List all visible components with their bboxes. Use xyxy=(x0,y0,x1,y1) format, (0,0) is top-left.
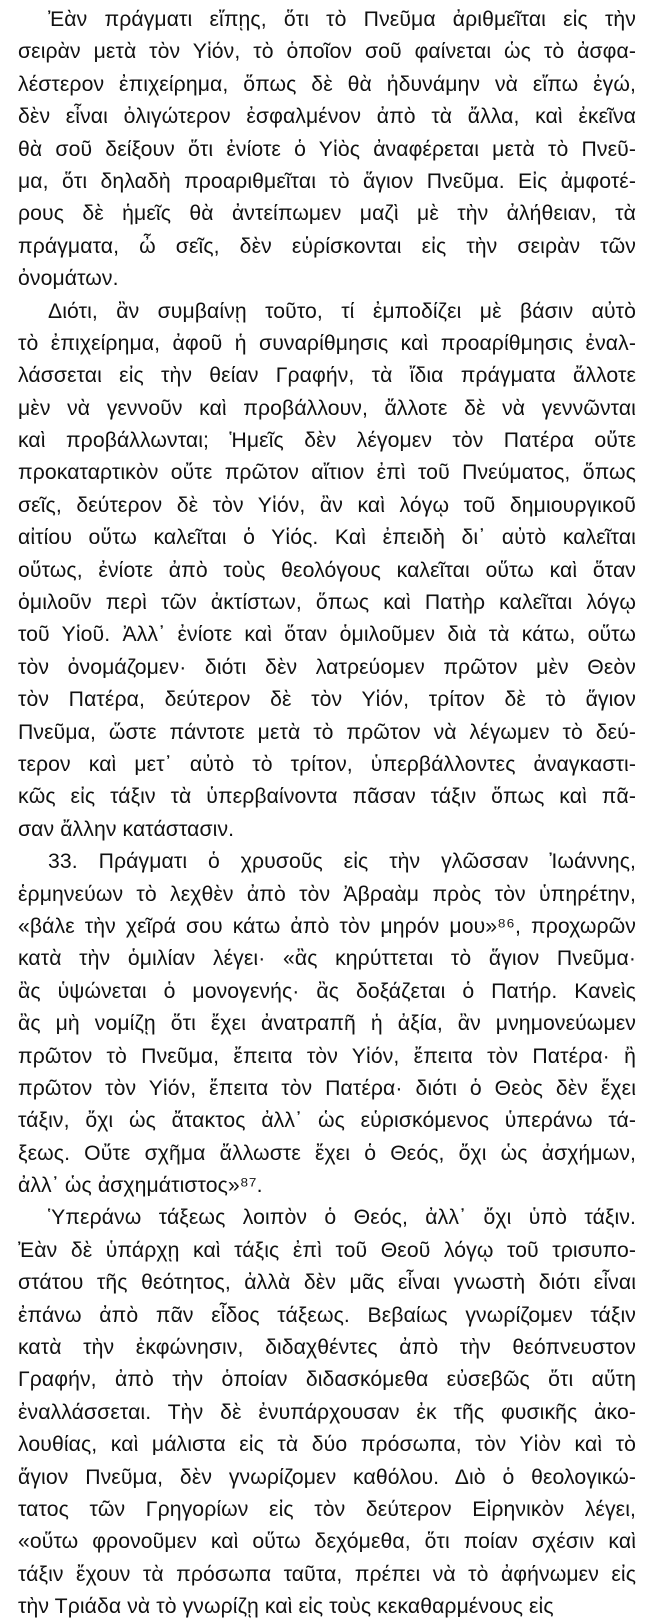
text-line: τὴν Τριάδα νὰ τὸ γνωρίζῃ καὶ εἰς τοὺς κεκαθαρμένους εἰς xyxy=(18,1595,554,1619)
text-line: δὲν εἶναι ὀλιγώτερον ἐσφαλμένον ἀπὸ τὰ ἄλλα, καὶ ἐκεῖνα xyxy=(18,105,636,129)
text-line: τάξιν ἔχουν τὰ πρόσωπα ταῦτα, πρέπει νὰ τὸ ἀφήνωμεν εἰς xyxy=(18,1562,636,1586)
paragraph xyxy=(18,296,636,847)
text-line: στάτου τῆς θεότητος, ἀλλὰ δὲν μᾶς εἶναι γνωστὴ διότι εἶναι xyxy=(18,1271,636,1295)
text-line: κατὰ τὴν ἐκφώνησιν, διδαχθέντες ἀπὸ τὴν θεόπνευστον xyxy=(18,1336,636,1360)
text-line: θὰ σοῦ δείξουν ὅτι ἐνίοτε ὁ Υἱὸς ἀναφέρεται μετὰ τὸ Πνεῦ- xyxy=(18,137,636,161)
text-line: τερον καὶ μετ᾽ αὐτὸ τὸ τρίτον, ὑπερβάλλοντες ἀναγκαστι- xyxy=(18,752,636,776)
text-line: τὸ ἐπιχείρημα, ἀφοῦ ἡ συναρίθμησις καὶ προαρίθμησις ἐναλ- xyxy=(18,331,636,355)
text-line: τὸν ὀνομάζομεν· διότι δὲν λατρεύομεν πρῶτον μὲν Θεὸν xyxy=(18,655,636,679)
paragraph xyxy=(18,4,636,296)
text-line: πρῶτον τὸ Πνεῦμα, ἔπειτα τὸν Υἱόν, ἔπειτα τὸν Πατέρα· ἢ xyxy=(18,1044,636,1068)
paragraph xyxy=(18,846,636,1202)
text-line: «βάλε τὴν χεῖρά σου κάτω ἀπὸ τὸν μηρόν μου»⁸⁶, προχωρῶν xyxy=(18,914,636,938)
text-line: ἑρμηνεύων τὸ λεχθὲν ἀπὸ τὸν Ἀβραὰμ πρὸς τὸν ὑπηρέτην, xyxy=(18,882,636,906)
text-line: Διότι, ἂν συμβαίνῃ τοῦτο, τί ἐμποδίζει μὲ βάσιν αὐτὸ xyxy=(48,299,636,323)
text-line: 33. Πράγματι ὁ χρυσοῦς εἰς τὴν γλῶσσαν Ἰωάννης, xyxy=(48,850,636,874)
text-line: τοῦ Υἱοῦ. Ἀλλ᾽ ἐνίοτε καὶ ὅταν ὁμιλοῦμεν διὰ τὰ κάτω, οὕτω xyxy=(18,623,636,647)
text-line: σειρὰν μετὰ τὸν Υἱόν, τὸ ὁποῖον σοῦ φαίνεται ὡς τὸ ἀσφα- xyxy=(18,40,636,64)
text-line: ὀνομάτων. xyxy=(18,267,119,291)
paragraph xyxy=(18,1202,636,1623)
text-line: Γραφήν, ἀπὸ τὴν ὁποίαν διδασκόμεθα εὐσεβῶς ὅτι αὕτη xyxy=(18,1368,636,1392)
text-line: Πνεῦμα, ὥστε πάντοτε μετὰ τὸ πρῶτον νὰ λέγωμεν τὸ δεύ- xyxy=(18,720,636,744)
text-line: ἅγιον Πνεῦμα, δὲν γνωρίζομεν καθόλου. Διὸ ὁ θεολογικώ- xyxy=(18,1465,636,1489)
text-line: μὲν νὰ γεννοῦν καὶ προβάλλουν, ἄλλοτε δὲ νὰ γεννῶνται xyxy=(18,396,636,420)
text-line: τατος τῶν Γρηγορίων εἰς τὸν δεύτερον Εἰρηνικὸν λέγει, xyxy=(18,1497,636,1521)
text-line: μα, ὅτι δηλαδὴ προαριθμεῖται τὸ ἅγιον Πνεῦμα. Εἰς ἀμφοτέ- xyxy=(18,169,636,193)
text-line: ἐναλλάσσεται. Τὴν δὲ ἐνυπάρχουσαν ἐκ τῆς φυσικῆς ἀκο- xyxy=(18,1400,636,1424)
text-line: ἂς μὴ νομίζῃ ὅτι ἔχει ἀνατραπῆ ἡ ἀξία, ἂν μνημονεύωμεν xyxy=(18,1012,636,1036)
text-line: ὁμιλοῦν περὶ τῶν ἀκτίστων, ὅπως καὶ Πατὴρ καλεῖται λόγῳ xyxy=(18,591,636,615)
text-line: τάξιν, ὄχι ὡς ἄτακτος ἀλλ᾽ ὡς εὑρισκόμενος ὑπεράνω τά- xyxy=(18,1109,636,1133)
text-line: τὸν Πατέρα, δεύτερον δὲ τὸν Υἱόν, τρίτον δὲ τὸ ἅγιον xyxy=(18,688,636,712)
text-line: λέστερον ἐπιχείρημα, ὅπως δὲ θὰ ἠδυνάμην νὰ εἴπω ἐγώ, xyxy=(18,72,636,96)
text-line: Ἐὰν δὲ ὑπάρχῃ καὶ τάξις ἐπὶ τοῦ Θεοῦ λόγῳ τοῦ τρισυπο- xyxy=(18,1238,636,1262)
text-line: αἰτίου οὕτω καλεῖται ὁ Υἱός. Καὶ ἐπειδὴ δι᾽ αὐτὸ καλεῖται xyxy=(18,526,636,550)
text-line: πράγματα, ὦ σεῖς, δὲν εὑρίσκονται εἰς τὴν σειρὰν τῶν xyxy=(18,234,636,258)
text-line: «οὕτω φρονοῦμεν καὶ οὕτω δεχόμεθα, ὅτι ποίαν σχέσιν καὶ xyxy=(18,1530,636,1554)
text-line: Ἐὰν πράγματι εἴπῃς, ὅτι τὸ Πνεῦμα ἀριθμεῖται εἰς τὴν xyxy=(48,8,636,31)
document-body-text xyxy=(18,4,636,1624)
text-line: ξεως. Οὔτε σχῆμα ἄλλωστε ἔχει ὁ Θεός, ὄχι ὡς ἀσχήμων, xyxy=(18,1141,636,1165)
text-line: καὶ προβάλλωνται; Ἡμεῖς δὲν λέγομεν τὸν Πατέρα οὔτε xyxy=(18,429,636,453)
text-line: Ὑπεράνω τάξεως λοιπὸν ὁ Θεός, ἀλλ᾽ ὄχι ὑπὸ τάξιν. xyxy=(48,1206,636,1230)
text-line: ἐπάνω ἀπὸ πᾶν εἶδος τάξεως. Βεβαίως γνωρίζομεν τάξιν xyxy=(18,1303,636,1327)
text-line: πρῶτον τὸν Υἱόν, ἔπειτα τὸν Πατέρα· διότι ὁ Θεὸς δὲν ἔχει xyxy=(18,1076,636,1100)
text-line: ἀλλ᾽ ὡς ἀσχημάτιστος»⁸⁷. xyxy=(18,1174,263,1198)
text-line: σαν ἄλλην κατάστασιν. xyxy=(18,817,235,841)
text-line: ἂς ὑψώνεται ὁ μονογενής· ἂς δοξάζεται ὁ Πατήρ. Κανεὶς xyxy=(18,979,636,1003)
text-line: σεῖς, δεύτερον δὲ τὸν Υἱόν, ἂν καὶ λόγῳ τοῦ δημιουργικοῦ xyxy=(18,493,636,517)
text-line: λάσσεται εἰς τὴν θείαν Γραφήν, τὰ ἴδια πράγματα ἄλλοτε xyxy=(18,364,636,388)
text-line: κῶς εἰς τάξιν τὰ ὑπερβαίνοντα πᾶσαν τάξιν ὅπως καὶ πᾶ- xyxy=(18,785,636,809)
text-line: οὕτως, ἐνίοτε ἀπὸ τοὺς θεολόγους καλεῖται οὕτω καὶ ὅταν xyxy=(18,558,636,582)
text-line: λουθίας, καὶ μάλιστα εἰς τὰ δύο πρόσωπα, τὸν Υἱὸν καὶ τὸ xyxy=(18,1433,636,1457)
text-line: προκαταρτικὸν οὔτε πρῶτον αἴτιον ἐπὶ τοῦ Πνεύματος, ὅπως xyxy=(18,461,636,485)
text-line: κατὰ τὴν ὁμιλίαν λέγει· «ἂς κηρύττεται τὸ ἅγιον Πνεῦμα· xyxy=(18,947,636,971)
text-line: ρους δὲ ἡμεῖς θὰ ἀντείπωμεν μαζὶ μὲ τὴν ἀλήθειαν, τὰ xyxy=(18,202,636,226)
